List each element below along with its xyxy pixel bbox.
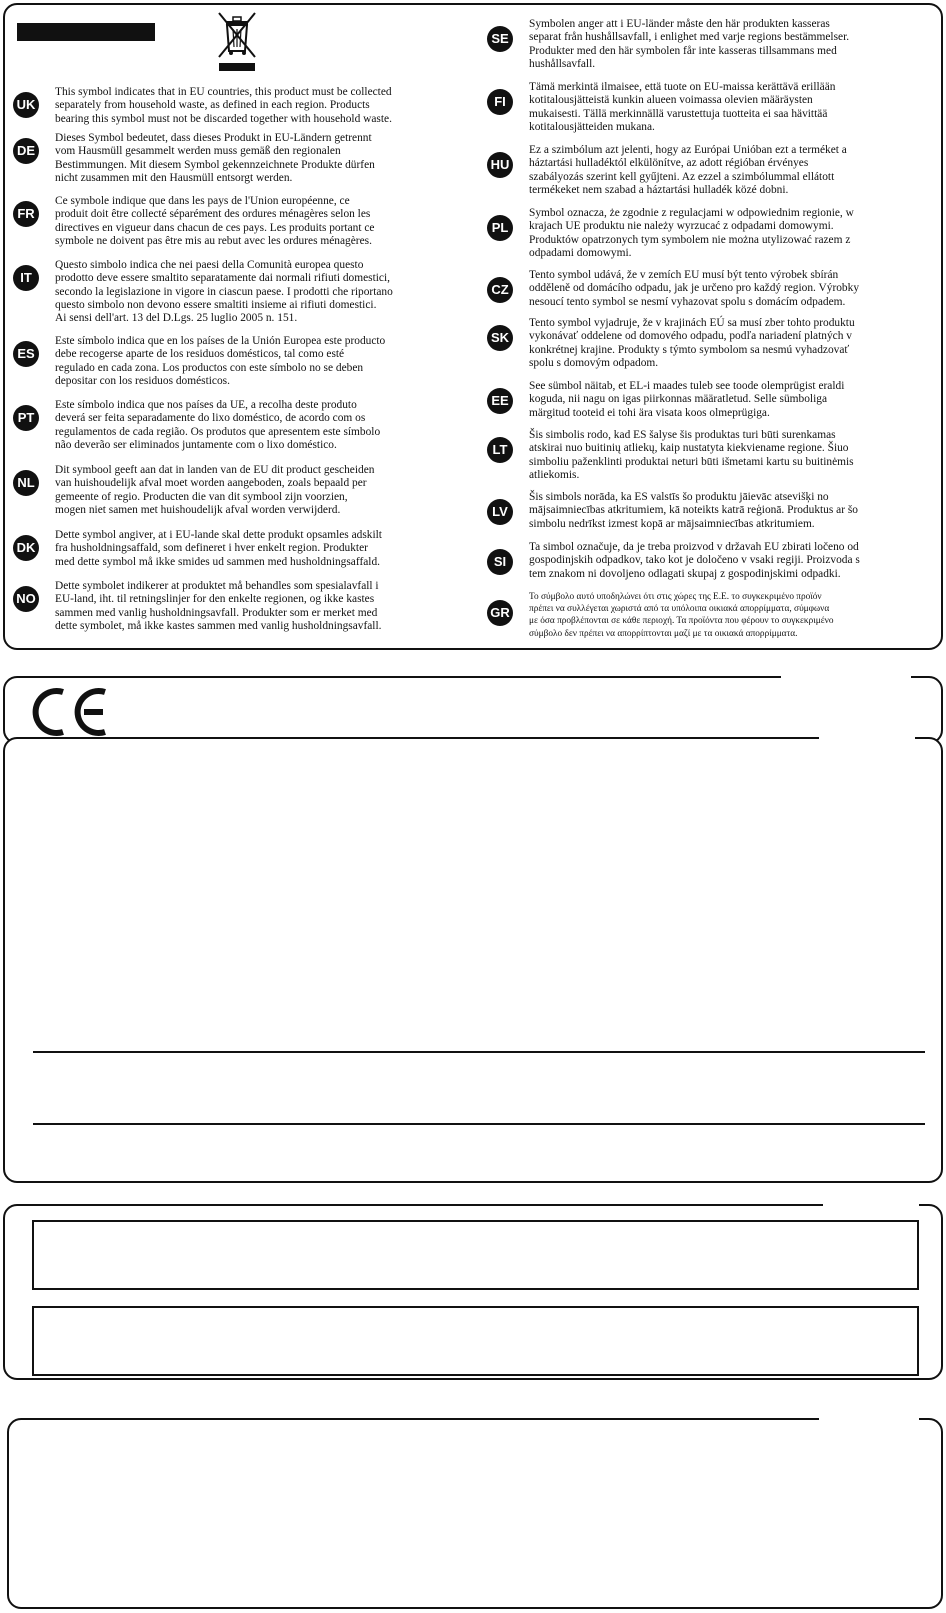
language-badge: HU bbox=[487, 152, 513, 178]
weee-notice-box bbox=[3, 3, 943, 650]
ce-mark-icon bbox=[30, 686, 110, 738]
language-badge: NL bbox=[13, 470, 39, 496]
divider-line bbox=[33, 1051, 925, 1053]
language-badge: EE bbox=[487, 388, 513, 414]
notice-text: Tämä merkintä ilmaisee, että tuote on EU-maissa kerättävä erillään kotitalousjätteistä kunkin alueen voimassa olevien määräysten mukaisesti. Tällä merkinnällä varustettuja tuotteita ei saa hävittää kotitalousjätteiden mukana. bbox=[529, 81, 836, 133]
language-badge: DK bbox=[13, 535, 39, 561]
framed-fields-box bbox=[3, 1204, 943, 1380]
blank-notice-box bbox=[3, 737, 943, 1183]
notice-text: Symbol oznacza, że zgodnie z regulacjami w odpowiednim regionie, w krajach UE produktu nie należy wyrzucać z odpadami domowymi. Produktów opatrzonych tym symbolem nie można utylizować razem z odpadami domowymi. bbox=[529, 207, 854, 259]
notice-text: Ez a szimbólum azt jelenti, hogy az Európai Unióban ezt a terméket a háztartási hulladéktól elkülönítve, az adott régióban érvényes szabályozás szerint kell gyűjteni. Az ezzel a szimbólummal ellátott termékeket nem szabad a háztartási hulladék közé dobni. bbox=[529, 144, 847, 196]
language-badge: IT bbox=[13, 265, 39, 291]
language-badge: LV bbox=[487, 499, 513, 525]
notice-text: Dieses Symbol bedeutet, dass dieses Produkt in EU-Ländern getrennt vom Hausmüll gesammelt werden muss gemäß den regionalen Bestimmungen. Mit diesem Symbol gekennzeichnete Produkte dürfen nicht zusammen mit den Hausmüll entsorgt werden. bbox=[55, 132, 375, 184]
language-badge: CZ bbox=[487, 277, 513, 303]
notice-text: This symbol indicates that in EU countries, this product must be collected separately from household waste, as defined in each region. Products bearing this symbol must not be discarded together with household waste. bbox=[55, 86, 392, 125]
language-badge: ES bbox=[13, 341, 39, 367]
border-gap bbox=[819, 735, 915, 741]
language-badge: PT bbox=[13, 405, 39, 431]
notice-text: Το σύμβολο αυτό υποδηλώνει ότι στις χώρες της Ε.Ε. το συγκεκριμένο προϊόν πρέπει να συλλέγεται χωριστά από τα υπόλοιπα οικιακά απορρίμματα, σύμφωνα με όσα προβλέπονται σε κάθε περιοχή. Τα προϊόντα που φέρουν το συγκεκριμένο σύμβολο δεν πρέπει να απορρίπτονται μαζί με τα οικιακά απορρίμματα. bbox=[529, 592, 834, 639]
notice-text: Ce symbole indique que dans les pays de l'Union européenne, ce produit doit être collecté séparément des ordures ménagères selon les directives en vigueur dans chacun de ces pays. Les produits portant ce symbole ne doivent pas être mis au rebut avec les ordures ménagères. bbox=[55, 195, 375, 247]
notice-text: Este símbolo indica que nos países da UE, a recolha deste produto deverá ser feita separadamente do lixo doméstico, de acordo com os regulamentos de cada região. Os produtos que apresentem este símbolo não deverão ser eliminados juntamente com o lixo doméstico. bbox=[55, 399, 381, 451]
notice-text: Symbolen anger att i EU-länder måste den här produkten kasseras separat från hushållsavfall, i enlighet med varje regions bestämmelser. Produkter med den här symbolen får inte kasseras tillsammans med hushållsavfall. bbox=[529, 18, 850, 70]
language-badge: FR bbox=[13, 201, 39, 227]
ce-mark-box bbox=[3, 676, 943, 744]
notice-text: Dette symbolet indikerer at produktet må behandles som spesialavfall i EU-land, iht. til retningslinjer for den enkelte regionen, og ikke kastes sammen med vanlig husholdningsavfall. Produkter som er merket med dette symbolet, må ikke kastes sammen med vanlig husholdningsavfall. bbox=[55, 580, 382, 632]
language-badge: GR bbox=[487, 600, 513, 626]
language-badge: NO bbox=[13, 586, 39, 612]
notice-text: Ta simbol označuje, da je treba proizvod v državah EU zbirati ločeno od gospodinjskih odpadkov, tako kot je določeno v vsaki regiji. Proizvoda s tem znakom ni dovoljeno odlagati skupaj z gospodinjskimi odpadki. bbox=[529, 541, 860, 580]
border-gap bbox=[781, 674, 911, 680]
notice-text: Dit symbool geeft aan dat in landen van de EU dit product gescheiden van huishoudelijk afval moet worden aangeboden, zoals bepaald per gemeente of regio. Producten die van dit symbool zijn voorzien, mogen niet samen met huishoudelijk afval worden verwijderd. bbox=[55, 464, 375, 516]
language-badge: UK bbox=[13, 92, 39, 118]
border-gap bbox=[819, 1416, 919, 1422]
language-badge: DE bbox=[13, 138, 39, 164]
language-badge: SK bbox=[487, 325, 513, 351]
language-badge: PL bbox=[487, 215, 513, 241]
blank-frame bbox=[32, 1306, 919, 1376]
border-gap bbox=[823, 1202, 919, 1208]
language-badge: FI bbox=[487, 89, 513, 115]
notice-text: Tento symbol udává, že v zemích EU musí být tento výrobek sbírán odděleně od domácího odpadu, jak je určeno pro každý region. Výrobky nesoucí tento symbol se nesmí vyhazovat spolu s domácím odpadem. bbox=[529, 269, 860, 308]
divider-line bbox=[33, 1123, 925, 1125]
language-badge: LT bbox=[487, 437, 513, 463]
notice-text: Este símbolo indica que en los países de la Unión Europea este producto debe recogerse aparte de los residuos domésticos, tal como esté regulado en cada zona. Los productos con este símbolo no se deben depositar con los residuos domésticos. bbox=[55, 335, 386, 387]
header-bar bbox=[17, 23, 155, 41]
crossed-bin-icon bbox=[215, 11, 261, 75]
notice-text: Šis simbols norāda, ka ES valstīs šo produktu jāievāc atsevišķi no mājsaimniecības atkritumiem, kā noteikts katrā reģionā. Produktus ar šo simbolu nedrīkst izmest kopā ar mājsaimniecības atkritumiem. bbox=[529, 491, 858, 530]
notice-text: Questo simbolo indica che nei paesi della Comunità europea questo prodotto deve essere smaltito separatamente dai normali rifiuti domestici, secondo la legislazione in vigore in ciascun paese. I prodotti che riportano questo simbolo non devono essere smaltiti insieme ai rifiuti domestici. Ai sensi dell'art. 13 del D.Lgs. 25 luglio 2005 n. 151. bbox=[55, 259, 393, 325]
notice-text: See sümbol näitab, et EL-i maades tuleb see toode olemprügist eraldi koguda, nii nagu on igas piirkonnas määratletud. Selle sümboliga märgitud tooteid ei tohi ära visata koos olmeprügiga. bbox=[529, 380, 845, 419]
language-badge: SE bbox=[487, 26, 513, 52]
empty-box bbox=[7, 1418, 943, 1609]
language-badge: SI bbox=[487, 549, 513, 575]
blank-frame bbox=[32, 1220, 919, 1290]
ce-mark-text: CE bbox=[30, 686, 32, 687]
notice-text: Dette symbol angiver, at i EU-lande skal dette produkt opsamles adskilt fra husholdningsaffald, som defineret i hver enkelt region. Produkter med dette symbol må ikke smides ud sammen med husholdningsaffald. bbox=[55, 529, 382, 568]
notice-text: Šis simbolis rodo, kad ES šalyse šis produktas turi būti surenkamas atskirai nuo buitinių atliekų, kaip nustatyta kiekviename regione. Šiuo simboliu paženklinti produktai neturi būti išmetami kartu su buitinėmis atliekomis. bbox=[529, 429, 854, 481]
notice-text: Tento symbol vyjadruje, že v krajinách EÚ sa musí zber tohto produktu vykonávať oddelene od domového odpadu, podľa nariadení platných v konkrétnej krajine. Produkty s týmto symbolom sa nesmú vyhadzovať spolu s domovým odpadom. bbox=[529, 317, 855, 369]
